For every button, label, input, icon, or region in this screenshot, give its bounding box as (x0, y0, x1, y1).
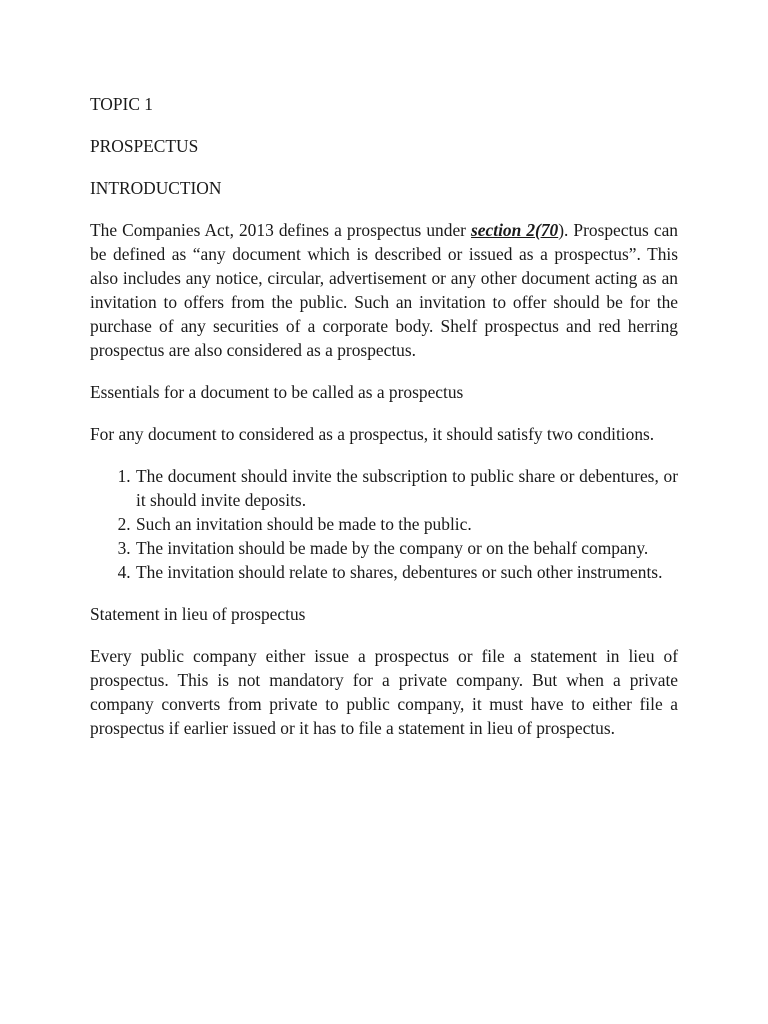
intro-text-rest: ). Prospectus can be defined as “any document which is described or issued as a prospectus”. This also includes any notice, circular, advertisement or any other document acting as an invitation to offers from the public. Such an invitation to offer should be for the purchase of any securities of a corporate body. Shelf prospectus and red herring prospectus are also considered as a prospectus. (90, 220, 678, 360)
essentials-heading: Essentials for a document to be called as a prospectus (90, 382, 464, 402)
essentials-intro: For any document to considered as a prospectus, it should satisfy two conditions. (90, 424, 655, 444)
statement-heading: Statement in lieu of prospectus (90, 604, 306, 624)
intro-text-start: The Companies Act, 2013 defines a prospectus under (90, 220, 472, 240)
topic-label: TOPIC 1 (90, 94, 153, 114)
condition-item: 1. The document should invite the subscription to public share or debentures, or it should invite deposits. (135, 464, 678, 512)
document-title: PROSPECTUS (90, 136, 199, 156)
condition-item: 3. The invitation should be made by the company or on the behalf company. (135, 536, 678, 560)
conditions-list (90, 464, 678, 584)
introduction-heading: INTRODUCTION (90, 178, 222, 198)
introduction-paragraph (90, 218, 678, 362)
document-page (90, 92, 678, 758)
condition-item: 4. The invitation should relate to shares, debentures or such other instruments. (135, 560, 678, 584)
statement-paragraph: Every public company either issue a prospectus or file a statement in lieu of prospectus. This is not mandatory for a private company. But when a private company converts from private to public company, it must have to either file a prospectus if earlier issued or it has to file a statement in lieu of prospectus. (90, 646, 678, 738)
section-reference: section 2(70 (471, 220, 559, 240)
condition-item: 2. Such an invitation should be made to the public. (135, 512, 678, 536)
